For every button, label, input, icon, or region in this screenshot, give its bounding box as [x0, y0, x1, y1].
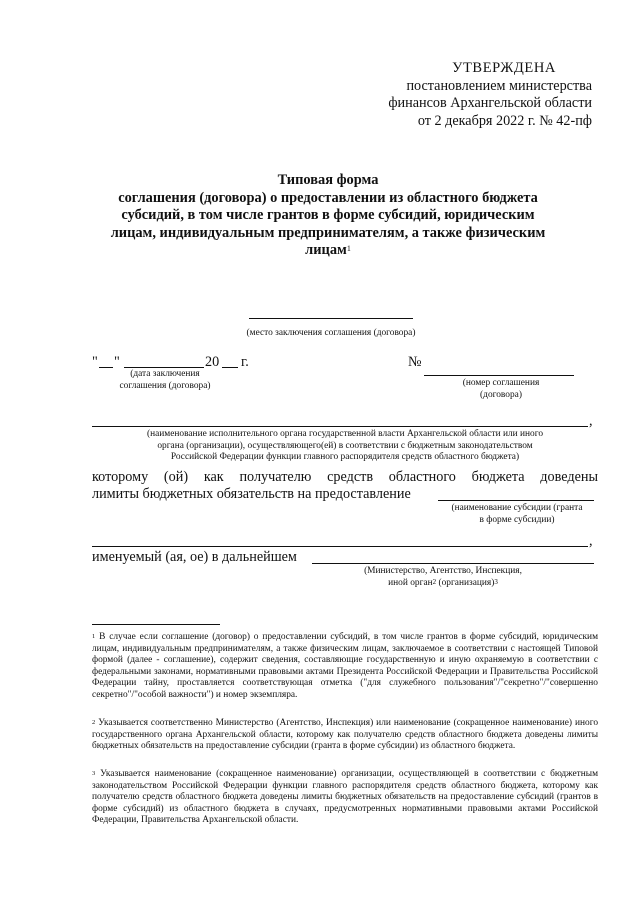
approval-line-2: финансов Архангельской области [388, 95, 592, 111]
number-sign: № [408, 354, 422, 370]
day-blank-line [99, 367, 113, 368]
subsidy-label-line-1: (наименование субсидии (гранта [451, 503, 583, 513]
footnote-2-text: Указывается соответственно Министерство (Агентство, Инспекция) или наименование (сокращенное наименование) иного государственного органа Архангельской области, которому как получателю средств областного бюджета доведены лимиты бюджетных обязательств на предоставление субсидии (гранта в форме субсидии) из областного бюджета. [92, 718, 599, 752]
year-blank-line [222, 367, 238, 368]
named-label-mark-3: 3 [494, 577, 498, 586]
number-blank-line [424, 375, 574, 376]
limits-line-2: лимиты бюджетных обязательств на предоставление [92, 486, 411, 502]
footnote-1-mark: 1 [92, 633, 96, 640]
footnote-3-text: Указывается наименование (сокращенное наименование) организации, осуществляющей в соответствии с бюджетным законодательством Российской Федерации функции главного распорядителя средств областного бюджета, которому как получателю средств областного бюджета доведены лимиты бюджетных обязательств на предоставление субсидий (грантов в форме субсидий) из областного бюджета в случаях, предусмотренных нормативными правовыми актами Российской Федерации, Правительства Архангельской области. [92, 769, 598, 826]
approval-heading: УТВЕРЖДЕНА [452, 60, 556, 76]
authority-label [92, 429, 598, 464]
authority-blank-line [92, 426, 588, 427]
named-label-mark-2: 2 [432, 577, 437, 586]
named-label-line-2 [330, 578, 556, 590]
number-label-line-2: (договора) [480, 389, 522, 400]
authority-label-line-3: Российской Федерации функции главного распорядителя средств областного бюджета) [170, 452, 520, 463]
date-quote-open: " [92, 354, 98, 370]
named-label-organization: (организация) [438, 577, 495, 588]
named-comma: , [589, 533, 593, 549]
footnote-2 [92, 718, 598, 753]
footnote-2-mark: 2 [92, 719, 96, 726]
date-year-suffix: г. [241, 354, 249, 370]
title-line-5 [88, 242, 568, 260]
named-label [330, 566, 556, 589]
named-blank-line [312, 563, 594, 564]
footnote-3 [92, 769, 598, 827]
named-text: именуемый (ая, ое) в дальнейшем [92, 549, 297, 565]
title-line-2: соглашения (договора) о предоставлении из областного бюджета [118, 189, 538, 206]
footnote-separator [92, 624, 220, 625]
approval-line-1: постановлением министерства [406, 77, 592, 94]
date-label-line-1: (дата заключения [130, 369, 200, 379]
footnote-1 [92, 632, 598, 702]
title-line-5-text: лицам [305, 242, 347, 259]
place-blank-line [249, 318, 413, 319]
named-label-line-1: (Министерство, Агентство, Инспекция, [364, 566, 522, 576]
authority-comma: , [589, 413, 593, 429]
limits-line-1: которому (ой) как получателю средств областного бюджета доведены [92, 469, 598, 485]
subsidy-continuation-line [92, 546, 588, 547]
title-line-1: Типовая форма [277, 172, 379, 188]
number-label-line-1: (номер соглашения [462, 378, 540, 388]
title-line-4: лицам, индивидуальным предпринимателям, а также физическим [110, 224, 546, 241]
footnote-1-text: В случае если соглашение (договор) о предоставлении субсидий, в том числе грантов в форме субсидий, юридическим лицам, индивидуальным предпринимателям, а также физическим лицам, заключаемое в соответствии с настоящей Типовой формой (далее - соглашение), содержит сведения, составляющие государственную и иную охраняемую в соответствии с федеральными законами, нормативными правовыми актами Президента Российской Федерации и Правительства Российской Федерации тайну, проставляется соответствующая отметка ("для служебного пользования"/"секретно"/"совершенно секретно"/"особой важности") и номер экземпляра. [92, 632, 599, 700]
subsidy-blank-line [438, 500, 594, 501]
named-label-other-body: иной орган [388, 577, 433, 588]
number-label [436, 378, 566, 401]
subsidy-label-line-2: в форме субсидии) [479, 514, 555, 525]
document-title [88, 172, 568, 260]
approval-block [360, 60, 592, 130]
authority-label-line-2: органа (организации), осуществляющего(ей) в соответствии с бюджетным законодательством [157, 440, 533, 451]
date-quote-close: " [114, 354, 120, 370]
title-footnote-mark: 1 [346, 244, 351, 254]
month-blank-line [124, 367, 204, 368]
place-label: (место заключения соглашения (договора) [246, 328, 416, 338]
authority-label-line-1: (наименование исполнительного органа государственной власти Архангельской области или иного [146, 429, 544, 439]
date-label [103, 369, 227, 392]
footnote-3-mark: 3 [92, 770, 96, 777]
approval-line-3: от 2 декабря 2022 г. № 42-пф [417, 112, 592, 129]
subsidy-label [436, 503, 598, 526]
date-label-line-2: соглашения (договора) [119, 380, 211, 391]
title-line-3: субсидий, в том числе грантов в форме субсидий, юридическим [121, 207, 535, 224]
date-year-prefix: 20 [205, 354, 220, 370]
